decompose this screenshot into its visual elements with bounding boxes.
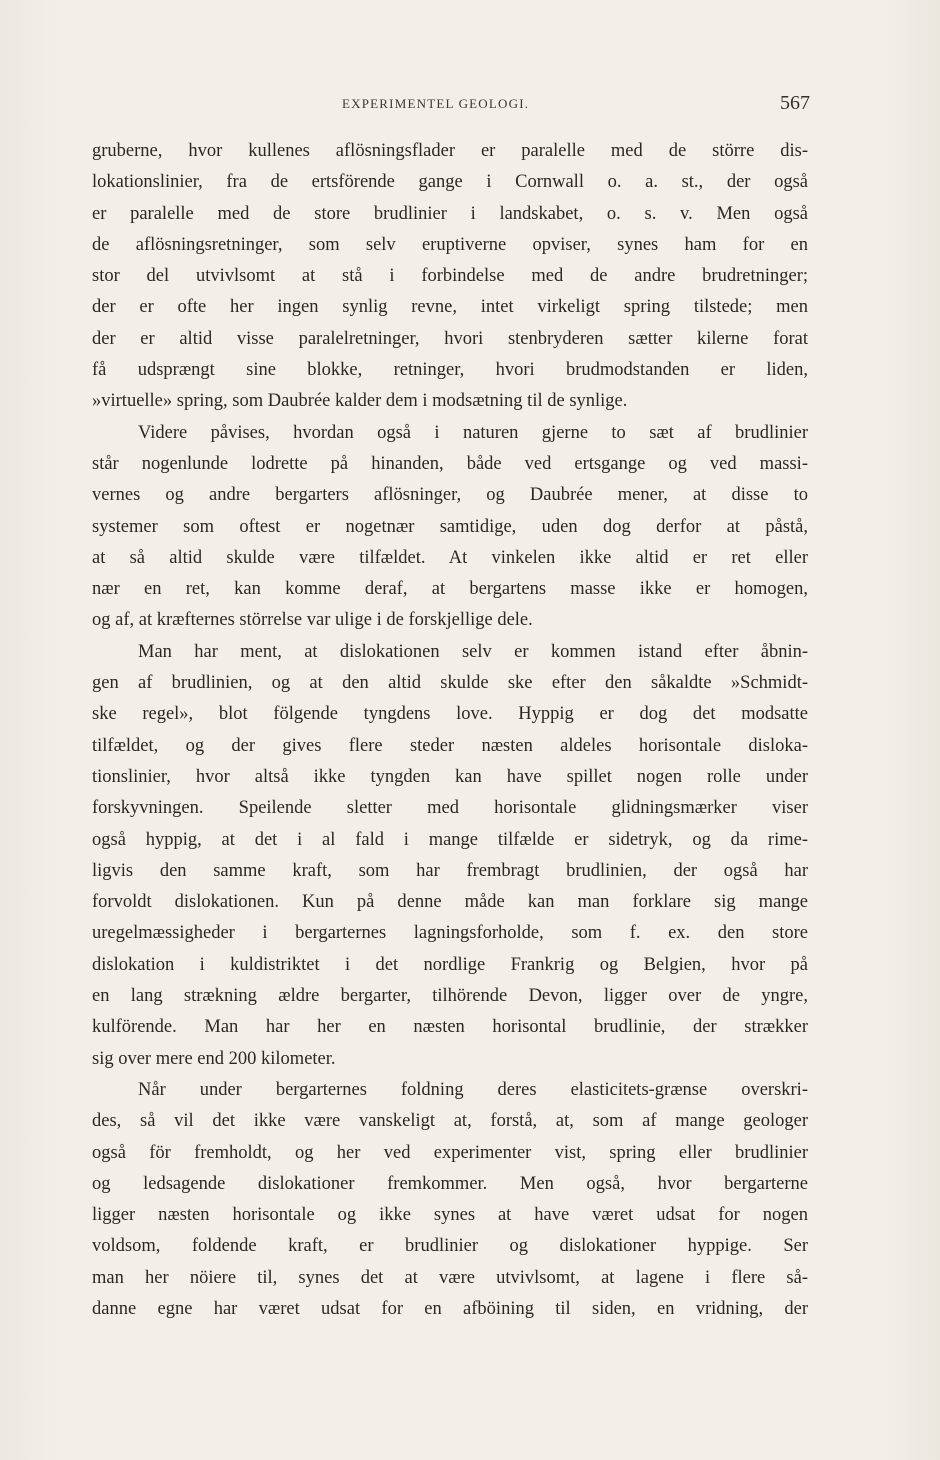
page-number: 567 — [780, 92, 810, 114]
text-line: danne egne har været udsat for en afböining til siden, en vridning, der — [92, 1298, 808, 1319]
text-line: gruberne, hvor kullenes aflösningsflader er paralelle med de större dis- — [92, 141, 808, 161]
text-line: at så altid skulde være tilfældet. At vinkelen ikke altid er ret eller — [92, 547, 808, 568]
text-line: sig over mere end 200 kilometer. — [92, 1048, 336, 1069]
text-line: de aflösningsretninger, som selv eruptiverne opviser, synes ham for en — [92, 234, 808, 255]
text-line: forskyvningen. Speilende sletter med horisontale glidningsmærker viser — [92, 798, 808, 819]
text-line: uregelmæssigheder i bergarternes lagningsforholde, som f. ex. den store — [92, 923, 808, 944]
text-line: stor del utvivlsomt at stå i forbindelse med de andre brudretninger; — [92, 266, 808, 287]
text-line: ligger næsten horisontale og ikke synes at have været udsat for nogen — [92, 1205, 808, 1226]
running-header — [92, 92, 810, 120]
text-line: man her nöiere til, synes det at være utvivlsomt, at lagene i flere så- — [92, 1267, 808, 1288]
running-title: EXPERIMENTEL GEOLOGI. — [342, 96, 530, 111]
text-line: nær en ret, kan komme deraf, at bergartens masse ikke er homogen, — [92, 579, 808, 600]
paragraph-start-line: Når under bergarternes foldning deres elasticitets-grænse overskri- — [138, 1079, 808, 1100]
text-line: systemer som oftest er nogetnær samtidige, uden dog derfor at påstå, — [92, 516, 808, 537]
text-line: vernes og andre bergarters aflösninger, og Daubrée mener, at disse to — [92, 485, 808, 506]
text-line: også hyppig, at det i al fald i mange tilfælde er sidetryk, og da rime- — [92, 829, 808, 850]
text-line: og ledsagende dislokationer fremkommer. Men også, hvor bergarterne — [92, 1173, 808, 1194]
text-line: også för fremholdt, og her ved experimenter vist, spring eller brudlinier — [92, 1142, 808, 1163]
text-line: tionslinier, hvor altså ikke tyngden kan have spillet nogen rolle under — [92, 766, 808, 787]
text-line: dislokation i kuldistriktet i det nordlige Frankrig og Belgien, hvor på — [92, 954, 808, 975]
text-line: kulförende. Man har her en næsten horisontal brudlinie, der strækker — [92, 1017, 808, 1038]
text-line: des, så vil det ikke være vanskeligt at, forstå, at, som af mange geologer — [92, 1111, 808, 1132]
text-line: ske regel», blot fölgende tyngdens love. Hyppig er dog det modsatte — [92, 704, 808, 725]
text-line: få udsprængt sine blokke, retninger, hvori brudmodstanden er liden, — [92, 360, 808, 381]
text-line: er paralelle med de store brudlinier i landskabet, o. s. v. Men også — [92, 203, 808, 224]
text-line: voldsom, foldende kraft, er brudlinier og dislokationer hyppige. Ser — [92, 1236, 808, 1257]
body-text — [92, 136, 808, 1325]
text-line: der er altid visse paralelretninger, hvori stenbryderen sætter kilerne forat — [92, 328, 808, 349]
text-line: »virtuelle» spring, som Daubrée kalder dem i modsætning til de synlige. — [92, 391, 628, 412]
paragraph-start-line: Videre påvises, hvordan også i naturen gjerne to sæt af brudlinier — [138, 422, 808, 443]
text-line: gen af brudlinien, og at den altid skulde ske efter den såkaldte »Schmidt- — [92, 673, 808, 694]
text-line: står nogenlunde lodrette på hinanden, både ved ertsgange og ved massi- — [92, 453, 808, 474]
text-line: forvoldt dislokationen. Kun på denne måde kan man forklare sig mange — [92, 892, 808, 913]
text-line: ligvis den samme kraft, som har frembragt brudlinien, der også har — [92, 860, 808, 881]
text-line: der er ofte her ingen synlig revne, intet virkeligt spring tilstede; men — [92, 297, 808, 318]
text-line: lokationslinier, fra de ertsförende gange i Cornwall o. a. st., der også — [92, 172, 808, 193]
text-line: en lang strækning ældre bergarter, tilhörende Devon, ligger over de yngre, — [92, 986, 808, 1007]
paragraph-start-line: Man har ment, at dislokationen selv er kommen istand efter åbnin- — [138, 641, 808, 662]
text-line: og af, at kræfternes störrelse var ulige i de forskjellige dele. — [92, 610, 533, 631]
text-line: tilfældet, og der gives flere steder næsten aldeles horisontale disloka- — [92, 735, 808, 756]
